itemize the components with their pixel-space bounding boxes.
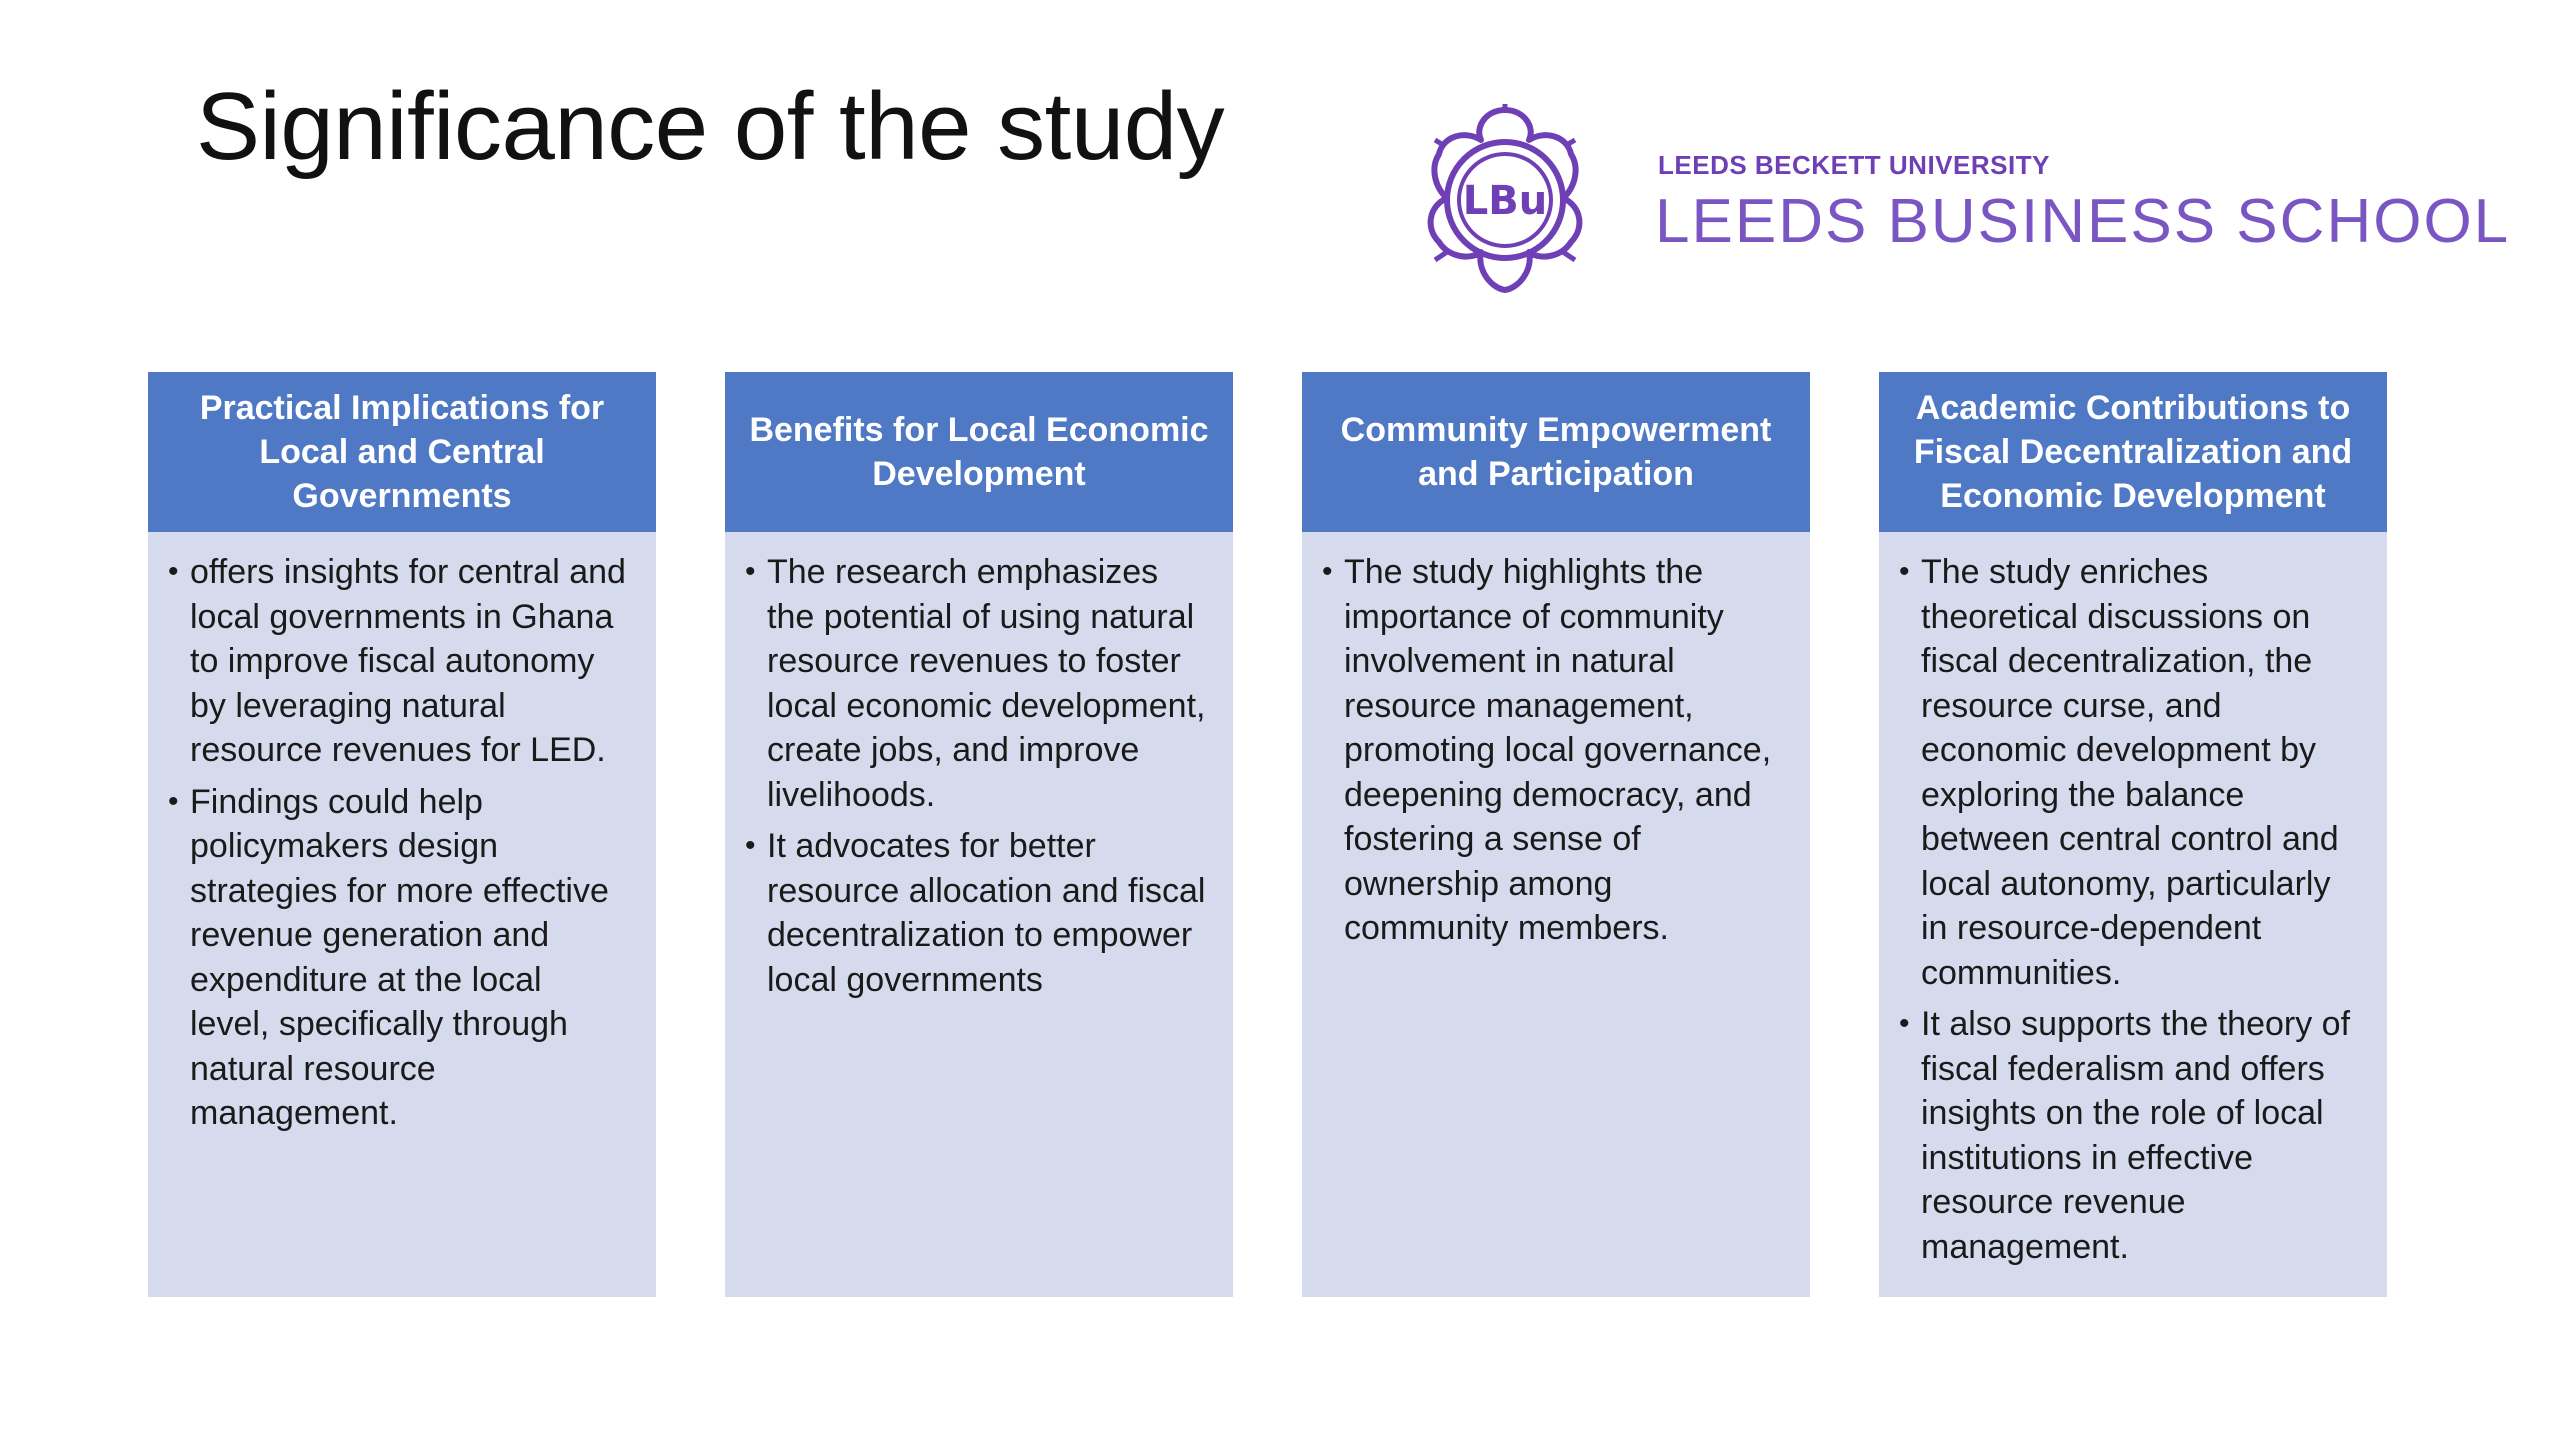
significance-columns [148, 372, 2388, 1297]
bullet-text: offers insights for central and local governments in Ghana to improve fiscal autonomy by leveraging natural resource revenues for LED. [190, 553, 626, 769]
bullet-item [168, 780, 630, 1136]
logo-school-name: LEEDS BUSINESS SCHOOL [1655, 187, 2511, 256]
bullet-item [1899, 1002, 2361, 1269]
column-local-economic-development [725, 372, 1233, 1297]
bullet-item [168, 550, 630, 773]
bullet-dot-icon: • [168, 784, 179, 818]
slide-title: Significance of the study [196, 73, 1225, 180]
bullet-dot-icon: • [745, 555, 756, 588]
bullet-dot-icon: • [1899, 555, 1910, 588]
bullet-text: The study enriches theoretical discussions on fiscal decentralization, the resource curse, and economic development by exploring the balance between central control and local autonomy, particularly in resource-dependent communities. [1921, 553, 2339, 992]
bullet-item [745, 550, 1207, 817]
column-body [1302, 532, 1810, 951]
logo-university-name: LEEDS BECKETT UNIVERSITY [1658, 150, 2050, 180]
bullet-dot-icon: • [1322, 555, 1333, 588]
bullet-item [1899, 550, 2361, 995]
bullet-item [745, 824, 1207, 1002]
column-heading: Practical Implications for Local and Central Governments [148, 372, 656, 532]
bullet-dot-icon: • [168, 555, 179, 588]
bullet-text: It advocates for better resource allocation and fiscal decentralization to empower local governments [767, 827, 1206, 999]
column-practical-implications [148, 372, 656, 1297]
column-community-empowerment [1302, 372, 1810, 1297]
bullet-text: It also supports the theory of fiscal federalism and offers insights on the role of local institutions in effective resource revenue management. [1921, 1005, 2351, 1266]
column-body [148, 532, 656, 1136]
column-heading: Benefits for Local Economic Development [725, 372, 1233, 532]
bullet-item [1322, 550, 1784, 951]
bullet-dot-icon: • [745, 829, 756, 862]
column-body [725, 532, 1233, 1002]
bullet-text: The study highlights the importance of community involvement in natural resource management, promoting local governance, deepening democracy, and fostering a sense of ownership among community members. [1344, 553, 1772, 947]
rose-emblem-icon [1405, 100, 1605, 300]
bullet-text: Findings could help policymakers design strategies for more effective revenue generation and expenditure at the local level, specifically through natural resource management. [190, 782, 609, 1132]
column-body [1879, 532, 2387, 1269]
university-logo [1405, 100, 2511, 300]
column-academic-contributions [1879, 372, 2387, 1297]
bullet-dot-icon: • [1899, 1007, 1910, 1040]
column-heading: Academic Contributions to Fiscal Decentralization and Economic Development [1879, 372, 2387, 532]
logo-emblem-text: LBu [1462, 178, 1548, 224]
bullet-text: The research emphasizes the potential of using natural resource revenues to foster local economic development, create jobs, and improve livelihoods. [767, 553, 1206, 814]
column-heading: Community Empowerment and Participation [1302, 372, 1810, 532]
